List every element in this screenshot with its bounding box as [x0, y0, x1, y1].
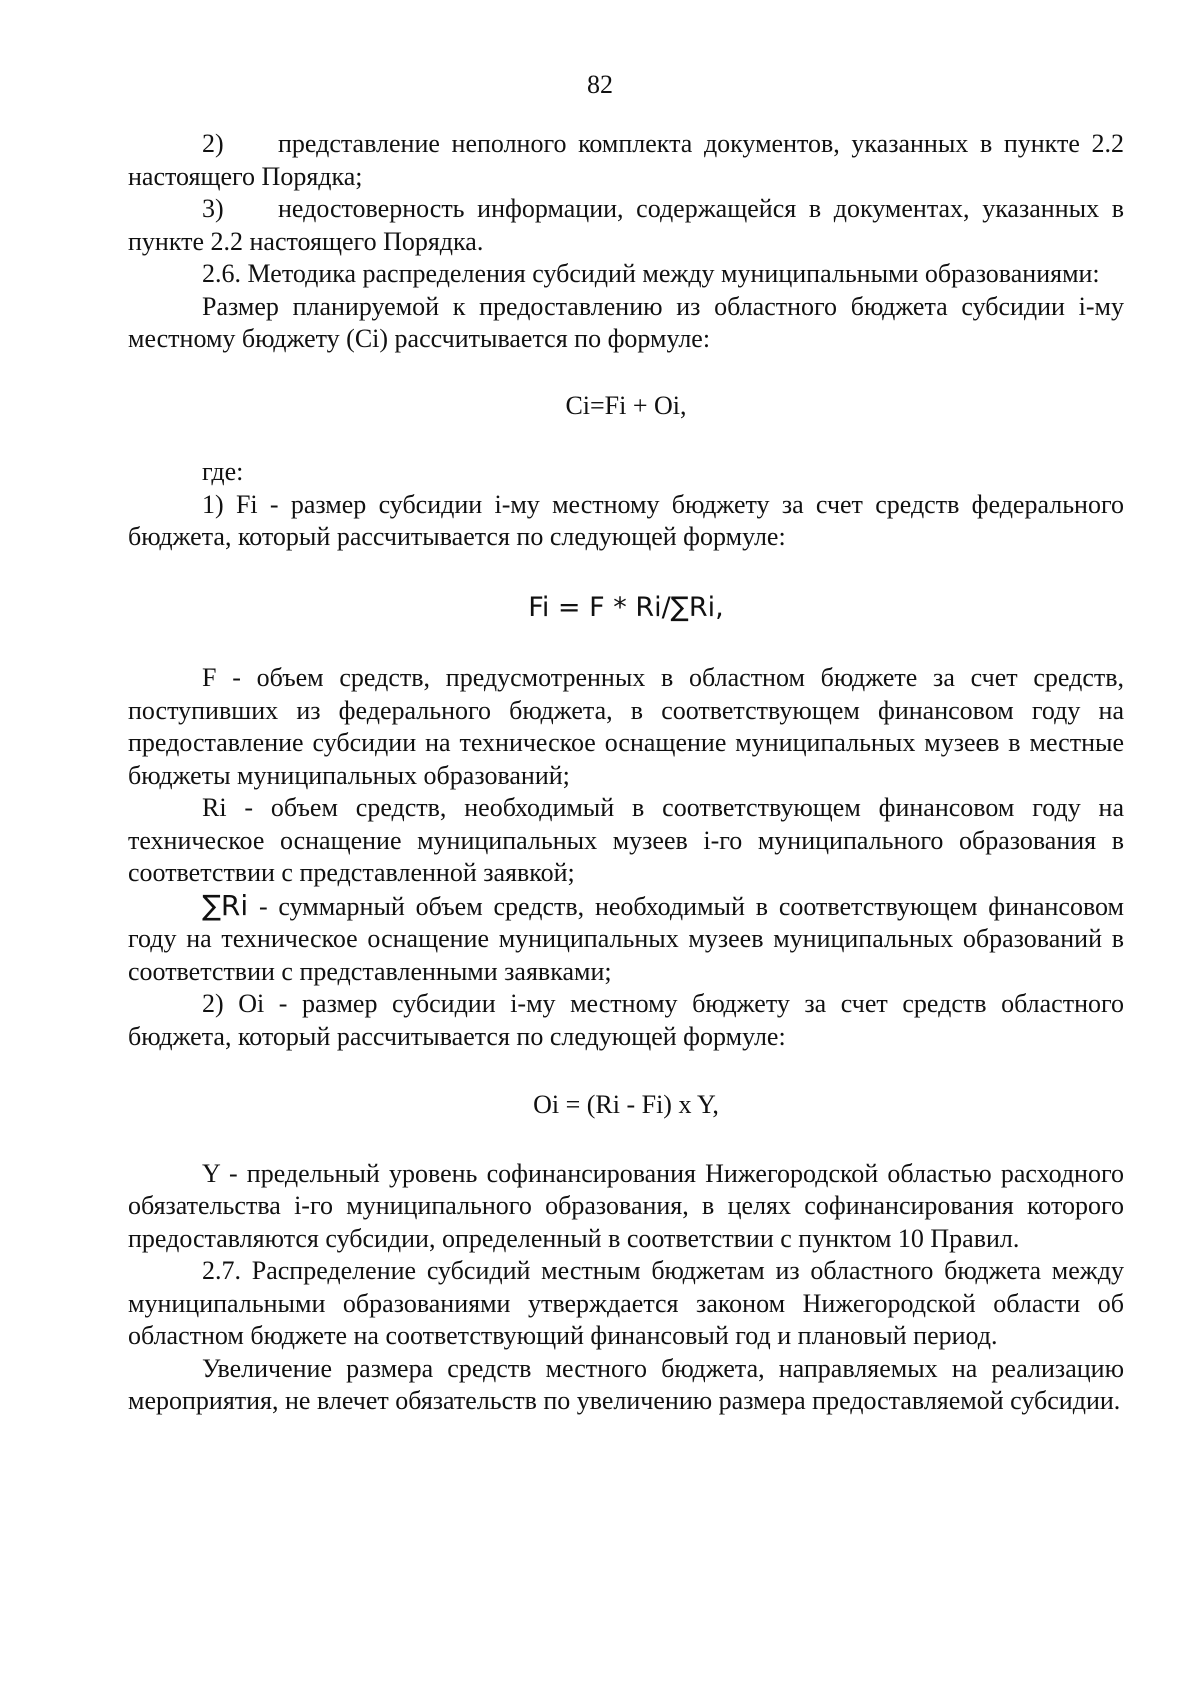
formula-fi: Fi = F * Ri/∑Ri, [528, 591, 724, 623]
f-definition: F - объем средств, предусмотренных в областном бюджете за счет средств, поступивших из федерального бюджета, в соответствующем финансовом году на предоставление субсидии на техническое оснащение муниципальных музеев в местные бюджеты муниципальных образований; [128, 663, 1124, 790]
sum-ri-symbol: ∑Ri [202, 888, 249, 922]
fi-definition: 1) Fi - размер субсидии i-му местному бюджету за счет средств федерального бюджета, который рассчитывается по следующей формуле: [128, 489, 1124, 551]
list-item-text: недостоверность информации, содержащейся в документах, указанных в пункте 2.2 настоящего Порядка. [128, 194, 1124, 256]
oi-definition: 2) Oi - размер субсидии i-му местному бюджету за счет средств областного бюджета, который рассчитывается по следующей формуле: [128, 989, 1124, 1051]
ri-definition: Ri - объем средств, необходимый в соответствующем финансовом году на техническое оснащение муниципальных музеев i-го муниципального образования в соответствии с представленной заявкой; [128, 793, 1124, 887]
sum-ri-definition [128, 890, 1124, 989]
y-definition: Y - предельный уровень софинансирования Нижегородской областью расходного обязательства i-го муниципального образования, в целях софинансирования которого предоставляются субсидии, определенный в соответствии с пунктом 10 Правил. [128, 1158, 1124, 1253]
formula-oi: Oi = (Ri - Fi) x Y, [533, 1090, 719, 1119]
list-item-2 [128, 128, 1124, 193]
page-number: 82 [587, 70, 613, 99]
section-2-7-note: Увеличение размера средств местного бюджета, направляемых на реализацию мероприятия, не влечет обязательств по увеличению размера предоставляемой субсидии. [128, 1353, 1124, 1415]
list-item-3 [128, 193, 1124, 258]
document-body [128, 128, 1124, 1418]
formula-ci: Ci=Fi + Oi, [565, 390, 687, 420]
section-2-7-text: 2.7. Распределение субсидий местным бюджетам из областного бюджета между муниципальными образованиями утверждается законом Нижегородской области об областном бюджете на соответствующий финансовый год и плановый период. [128, 1256, 1124, 1350]
section-2-6-intro: Размер планируемой к предоставлению из областного бюджета субсидии i-му местному бюджету (Ci) рассчитывается по формуле: [128, 291, 1124, 353]
list-item-number: 2) [202, 129, 224, 158]
where-label: где: [202, 457, 244, 486]
sum-ri-text: - суммарный объем средств, необходимый в соответствующем финансовом году на техническое оснащение муниципальных музеев муниципальных образований в соответствии с представленными заявками; [128, 891, 1124, 986]
section-2-6-heading: 2.6. Методика распределения субсидий между муниципальными образованиями: [202, 259, 1100, 288]
list-item-number: 3) [202, 194, 224, 223]
list-item-text: представление неполного комплекта документов, указанных в пункте 2.2 настоящего Порядка; [128, 129, 1124, 191]
